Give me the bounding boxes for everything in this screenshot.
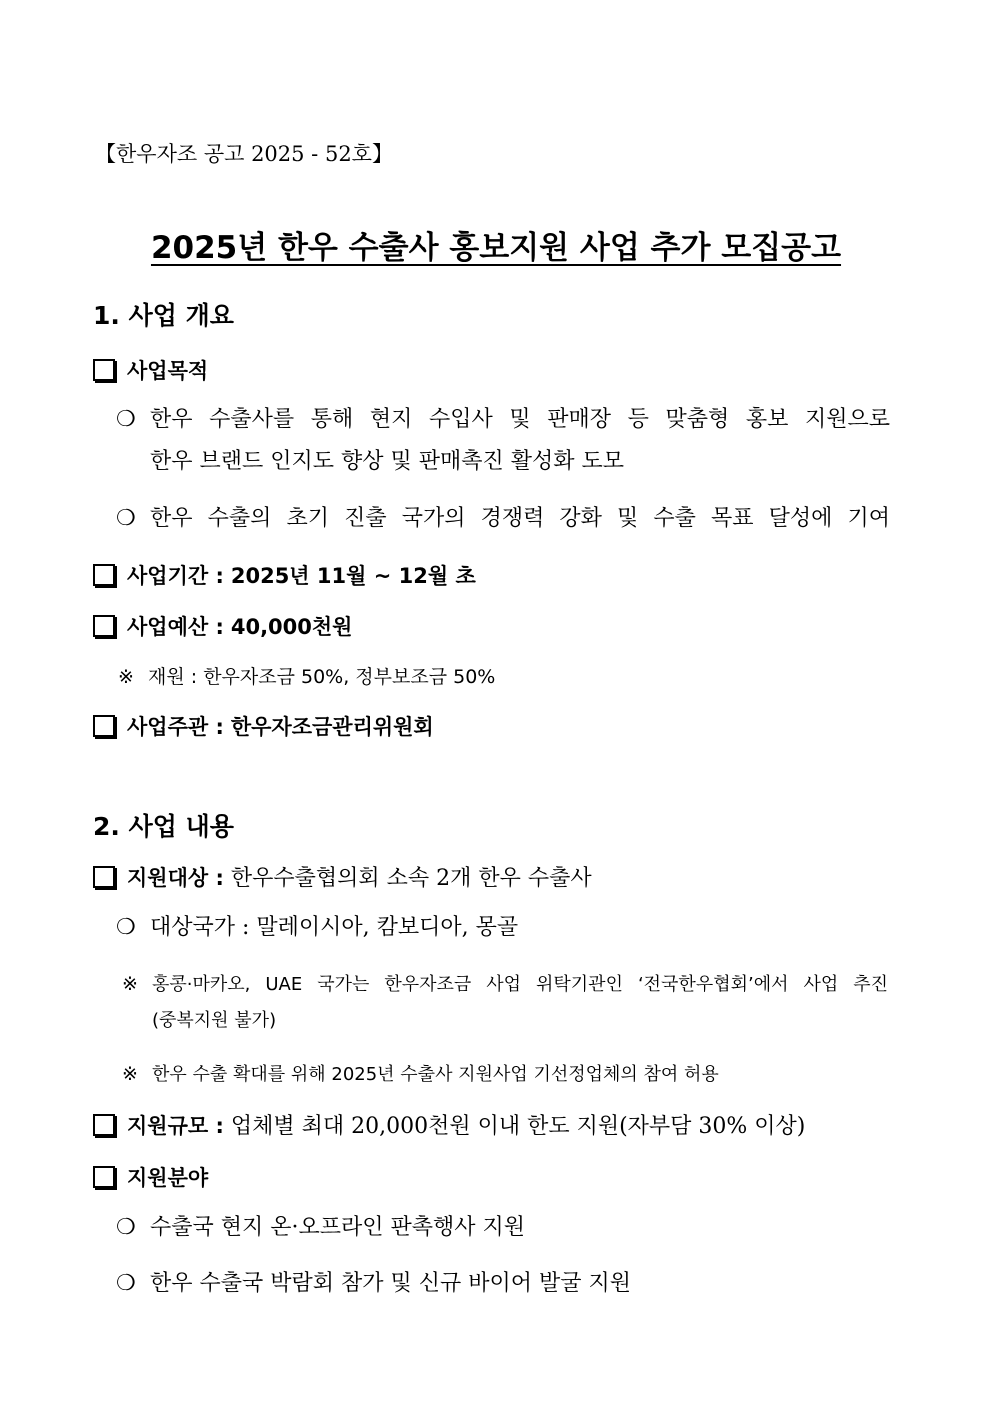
checkbox-square-icon bbox=[93, 1166, 115, 1188]
budget-note-text: 재원 : 한우자조금 50%, 정부보조금 50% bbox=[148, 666, 496, 688]
section-2-heading: 2. 사업 내용 bbox=[93, 812, 234, 841]
country-bullet-text: 대상국가 : 말레이시아, 캄보디아, 몽골 bbox=[150, 915, 519, 940]
checkbox-square-icon bbox=[93, 564, 115, 586]
period-value: 2025년 11월 ~ 12월 초 bbox=[230, 564, 476, 588]
circle-bullet-icon: ❍ bbox=[116, 407, 136, 432]
host-label: 사업주관 : bbox=[127, 715, 224, 739]
scale-label: 지원규모 : bbox=[127, 1113, 224, 1138]
checkbox-square-icon bbox=[93, 615, 115, 637]
note-2-text: 한우 수출 확대를 위해 2025년 수출사 지원사업 기선정업체의 참여 허용 bbox=[152, 1064, 719, 1085]
budget-value: 40,000천원 bbox=[230, 615, 353, 639]
budget-note bbox=[118, 662, 495, 689]
target-value: 한우수출협의회 소속 2개 한우 수출사 bbox=[230, 866, 592, 891]
note-1 bbox=[122, 970, 888, 1031]
budget-item bbox=[93, 611, 352, 641]
circle-bullet-icon: ❍ bbox=[116, 915, 136, 940]
checkbox-square-icon bbox=[93, 866, 115, 888]
host-item bbox=[93, 711, 434, 741]
period-item bbox=[93, 560, 476, 590]
host-value: 한우자조금관리위원회 bbox=[230, 715, 434, 739]
circle-bullet-icon: ❍ bbox=[116, 1215, 136, 1240]
purpose-bullet-2-line1: 한우 수출의 초기 진출 국가의 경쟁력 강화 및 수출 목표 달성에 기여 bbox=[150, 506, 890, 531]
field-bullet-1-text: 수출국 현지 온·오프라인 판촉행사 지원 bbox=[150, 1215, 525, 1240]
target-label: 지원대상 : bbox=[127, 865, 224, 890]
purpose-bullet-1-line2: 한우 브랜드 인지도 향상 및 판매촉진 활성화 도모 bbox=[150, 449, 624, 474]
scale-item bbox=[93, 1109, 805, 1140]
purpose-label: 사업목적 bbox=[127, 359, 209, 383]
note-1-line2: (중복지원 불가) bbox=[152, 1010, 277, 1031]
field-label: 지원분야 bbox=[127, 1166, 209, 1190]
document-title-text: 2025년 한우 수출사 홍보지원 사업 추가 모집공고 bbox=[150, 230, 842, 266]
purpose-bullet-1-line1: 한우 수출사를 통해 현지 수입사 및 판매장 등 맞춤형 홍보 지원으로 bbox=[150, 407, 890, 432]
field-item bbox=[93, 1162, 208, 1192]
note-2 bbox=[122, 1060, 719, 1086]
notice-number: 【한우자조 공고 2025 - 52호】 bbox=[95, 142, 393, 166]
checkbox-square-icon bbox=[93, 359, 115, 381]
field-bullet-1 bbox=[116, 1210, 896, 1241]
checkbox-square-icon bbox=[93, 715, 115, 737]
note-mark-icon: ※ bbox=[122, 1063, 138, 1085]
purpose-item bbox=[93, 355, 208, 385]
purpose-bullet-2 bbox=[116, 501, 896, 532]
circle-bullet-icon: ❍ bbox=[116, 506, 136, 531]
note-1-line1: 홍콩·마카오, UAE 국가는 한우자조금 사업 위탁기관인 ‘전국한우협회’에서 사업 추진 bbox=[152, 974, 888, 995]
purpose-bullet-1 bbox=[116, 402, 896, 474]
field-bullet-2-text: 한우 수출국 박람회 참가 및 신규 바이어 발굴 지원 bbox=[150, 1271, 631, 1296]
checkbox-square-icon bbox=[93, 1114, 115, 1136]
target-item bbox=[93, 861, 592, 892]
section-1-heading: 1. 사업 개요 bbox=[93, 301, 234, 330]
note-mark-icon: ※ bbox=[122, 973, 138, 995]
budget-label: 사업예산 : bbox=[127, 615, 224, 639]
period-label: 사업기간 : bbox=[127, 564, 224, 588]
scale-value: 업체별 최대 20,000천원 이내 한도 지원(자부담 30% 이상) bbox=[230, 1114, 806, 1139]
country-bullet bbox=[116, 910, 896, 941]
document-title bbox=[0, 222, 992, 267]
note-mark-icon: ※ bbox=[118, 666, 134, 688]
circle-bullet-icon: ❍ bbox=[116, 1271, 136, 1296]
field-bullet-2 bbox=[116, 1266, 896, 1297]
